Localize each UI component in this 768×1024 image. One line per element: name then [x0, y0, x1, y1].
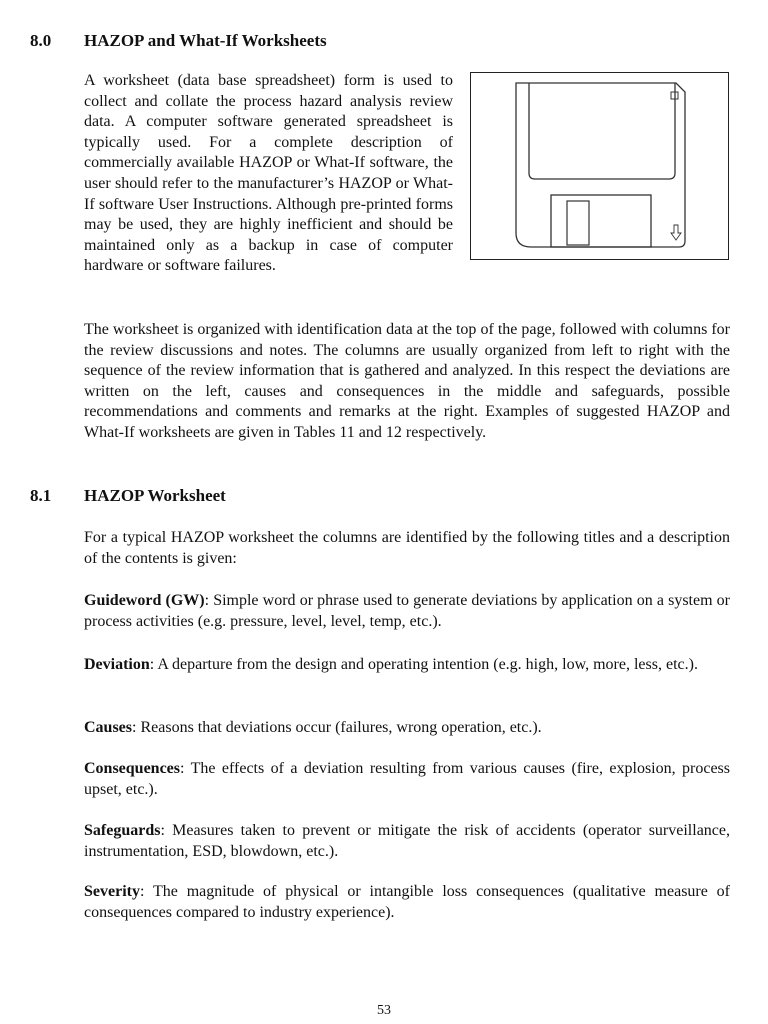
definition-severity	[84, 881, 730, 923]
definition-separator: :	[204, 592, 214, 609]
definition-term: Safeguards	[84, 822, 161, 839]
insert-arrow-icon	[671, 225, 681, 240]
definition-text: Reasons that deviations occur (failures, wrong operation, etc.).	[140, 719, 542, 736]
definition-consequences	[84, 758, 730, 800]
definition-term: Consequences	[84, 760, 181, 777]
page-number: 53	[377, 1003, 391, 1018]
definition-separator: :	[160, 822, 173, 839]
definition-text: The magnitude of physical or intangible loss consequences (qualitative measure of consequences compared to industry experience).	[84, 883, 731, 921]
section-title: HAZOP and What-If Worksheets	[84, 31, 327, 50]
definition-text: Measures taken to prevent or mitigate the risk of accidents (operator surveillance, instrumentation, ESD, blowdown, etc.).	[84, 822, 730, 860]
hazop-intro-paragraph: For a typical HAZOP worksheet the columns are identified by the following titles and a description of the contents is given:	[84, 529, 730, 567]
section-title: HAZOP Worksheet	[84, 486, 226, 505]
definition-text: Simple word or phrase used to generate deviations by application on a system or process activities (e.g. pressure, level, level, temp, etc.).	[84, 592, 730, 630]
floppy-disk-icon	[471, 73, 727, 258]
definition-separator: :	[132, 719, 141, 736]
section-number: 8.1	[30, 486, 52, 505]
floppy-disk-figure	[470, 72, 729, 260]
definition-safeguards	[84, 820, 730, 862]
definition-term: Causes	[84, 719, 133, 736]
definition-separator: :	[180, 760, 191, 777]
definition-term: Severity	[84, 883, 140, 900]
disk-shutter	[551, 195, 651, 247]
disk-label-area	[529, 83, 675, 179]
disk-shutter-window	[567, 201, 589, 245]
definition-text: A departure from the design and operating intention (e.g. high, low, more, less, etc.).	[157, 656, 698, 673]
disk-body	[516, 83, 685, 247]
definition-term: Deviation	[84, 656, 150, 673]
section-number: 8.0	[30, 31, 52, 50]
definition-deviation	[84, 654, 730, 675]
definition-term: Guideword (GW)	[84, 592, 205, 609]
definition-text: The effects of a deviation resulting from various causes (fire, explosion, process upset, etc.).	[84, 760, 731, 798]
definition-separator: :	[139, 883, 153, 900]
definition-separator: :	[149, 656, 158, 673]
definition-guideword	[84, 590, 730, 632]
definition-causes	[84, 717, 730, 738]
worksheet-organization-paragraph: The worksheet is organized with identification data at the top of the page, followed with columns for the review discussions and notes. The columns are usually organized from left to right with the sequence of the review information that is gathered and analyzed. In this respect the deviations are written on the left, causes and consequences in the middle and safeguards, possible recommendations and comments and remarks at the right. Examples of suggested HAZOP and What-If worksheets are given in Tables 11 and 12 respectively.	[84, 321, 730, 441]
worksheet-intro-paragraph: A worksheet (data base spreadsheet) form is used to collect and collate the process hazard analysis review data. A computer software generated spreadsheet is typically used. For a complete description of commercially available HAZOP or What-If software, the user should refer to the manufacturer’s HAZOP or What- If software User Instructions. Although pre-printed forms may be used, they are highly inefficient and should be maintained only as a backup in case of computer hardware or software failures.	[84, 72, 453, 275]
